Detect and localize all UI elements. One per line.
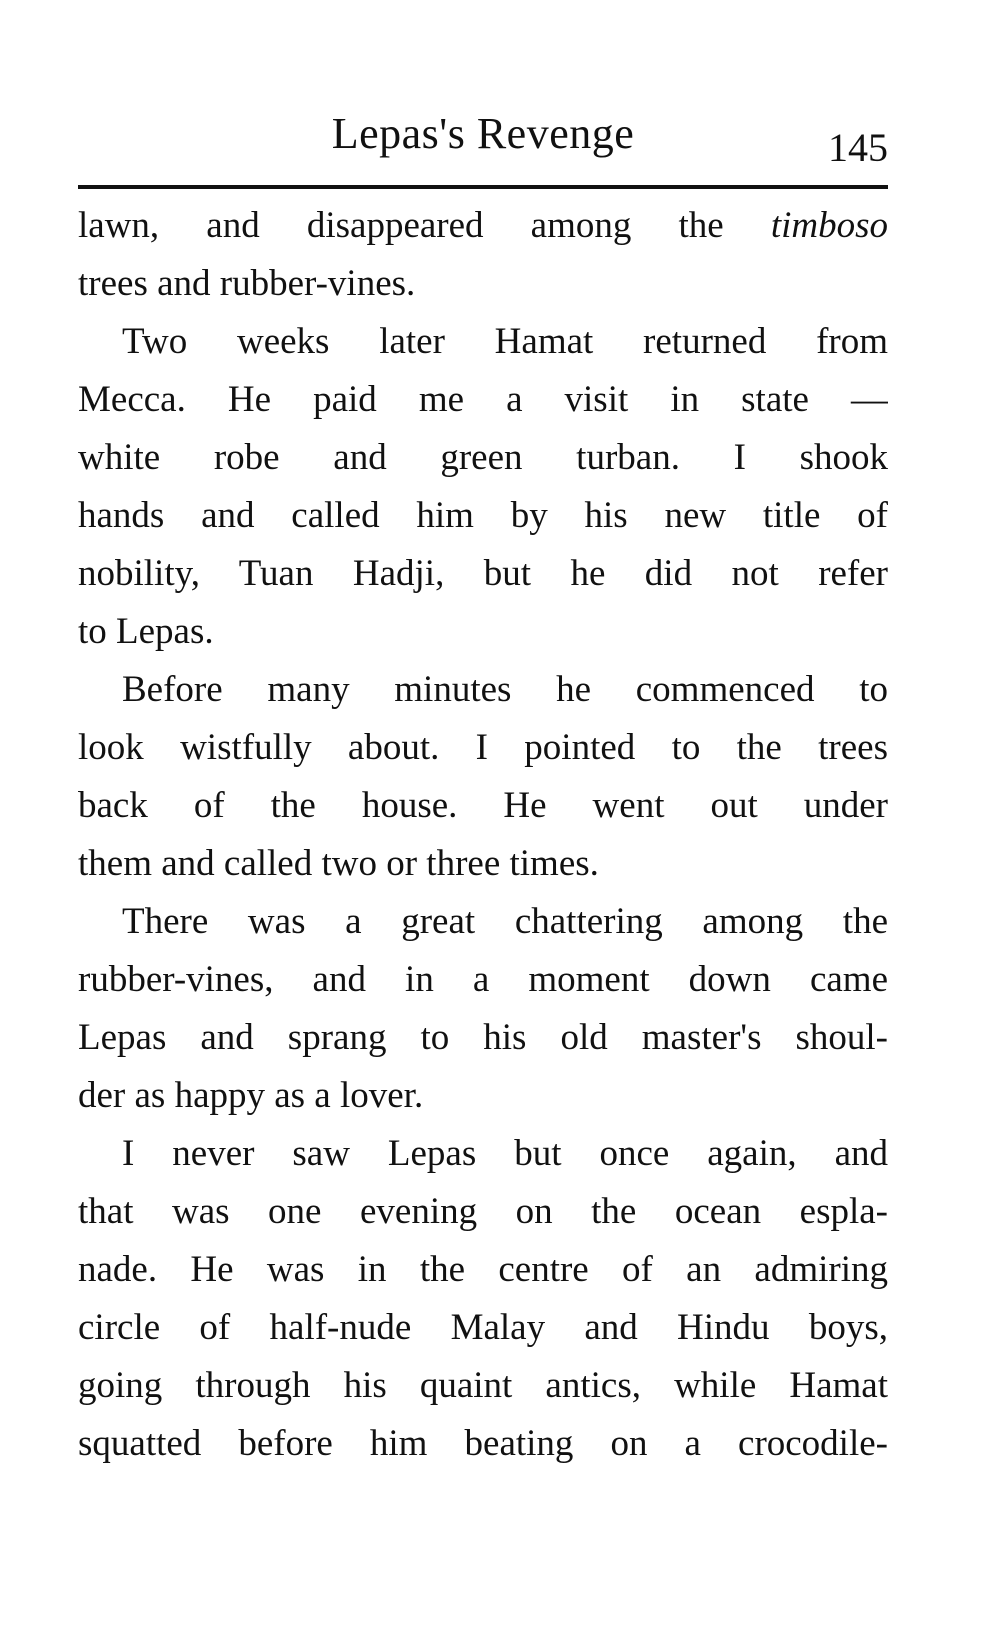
text-line <box>78 197 888 255</box>
text-line: rubber-vines, and in a moment down came <box>78 959 888 1000</box>
text-line: circle of half-nude Malay and Hindu boys, <box>78 1307 888 1348</box>
text-line: that was one evening on the ocean espla- <box>78 1191 888 1232</box>
text-line: Lepas and sprang to his old master's shoul- <box>78 1017 888 1058</box>
text-line: look wistfully about. I pointed to the trees <box>78 727 888 768</box>
text-line: der as happy as a lover. <box>78 1075 424 1116</box>
text-line: white robe and green turban. I shook <box>78 437 888 478</box>
text-line: nade. He was in the centre of an admiring <box>78 1249 888 1290</box>
text-line: back of the house. He went out under <box>78 785 888 826</box>
italic-word: timboso <box>770 205 888 246</box>
header-rule <box>78 185 888 189</box>
text-line: squatted before him beating on a crocodile- <box>78 1423 888 1464</box>
text-line: Two weeks later Hamat returned from <box>122 321 888 362</box>
text-line: to Lepas. <box>78 611 214 652</box>
running-head <box>78 108 888 178</box>
text-line: hands and called him by his new title of <box>78 495 888 536</box>
text-line: Before many minutes he commenced to <box>122 669 888 710</box>
text-line: them and called two or three times. <box>78 843 599 884</box>
text-fragment: lawn, and disappeared among the <box>78 205 771 246</box>
text-line: trees and rubber-vines. <box>78 263 416 304</box>
text-line: going through his quaint antics, while Hamat <box>78 1365 888 1406</box>
text-line: There was a great chattering among the <box>122 901 888 942</box>
page-number: 145 <box>828 125 888 170</box>
text-line: nobility, Tuan Hadji, but he did not refer <box>78 553 888 594</box>
text-line: Mecca. He paid me a visit in state — <box>78 379 888 420</box>
body-text <box>78 197 888 1473</box>
running-title: Lepas's Revenge <box>331 109 635 158</box>
text-line: I never saw Lepas but once again, and <box>122 1133 888 1174</box>
